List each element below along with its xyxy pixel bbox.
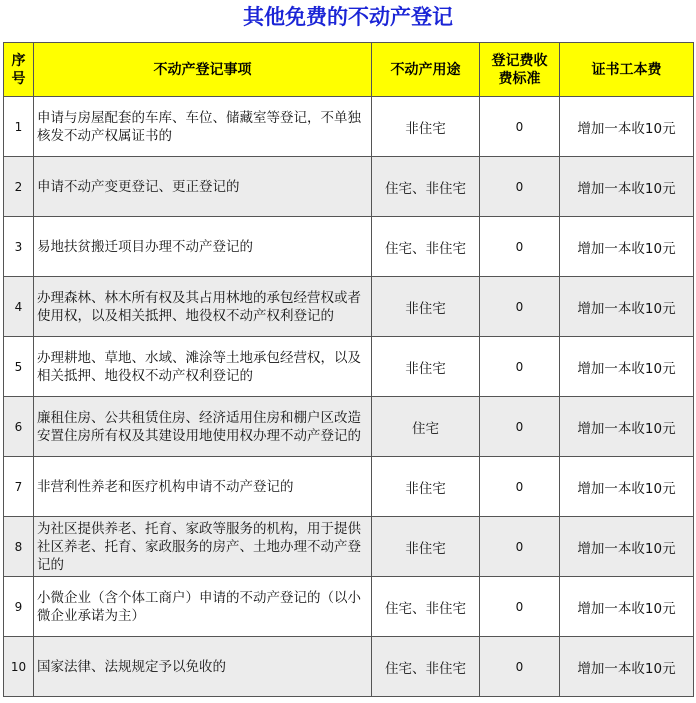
row-cert: 增加一本收10元 [560,397,694,457]
row-use: 住宅、非住宅 [372,217,480,277]
row-number: 2 [4,157,34,217]
row-fee: 0 [480,517,560,577]
row-cert: 增加一本收10元 [560,517,694,577]
row-fee: 0 [480,277,560,337]
table-row [4,637,694,697]
row-number: 9 [4,577,34,637]
table-row [4,277,694,337]
row-cert: 增加一本收10元 [560,637,694,697]
table-row [4,397,694,457]
row-fee: 0 [480,337,560,397]
row-number: 1 [4,97,34,157]
row-item: 申请与房屋配套的车库、车位、储藏室等登记，不单独核发不动产权属证书的 [34,97,372,157]
table-row [4,577,694,637]
row-use: 住宅、非住宅 [372,577,480,637]
table-row [4,517,694,577]
row-item: 非营利性养老和医疗机构申请不动产登记的 [34,457,372,517]
row-cert: 增加一本收10元 [560,217,694,277]
row-cert: 增加一本收10元 [560,97,694,157]
header-item: 不动产登记事项 [34,43,372,97]
row-use: 非住宅 [372,337,480,397]
row-use: 非住宅 [372,97,480,157]
row-use: 非住宅 [372,457,480,517]
header-no: 序号 [4,43,34,97]
table-row [4,97,694,157]
row-use: 住宅、非住宅 [372,637,480,697]
row-item: 申请不动产变更登记、更正登记的 [34,157,372,217]
row-item: 为社区提供养老、托育、家政等服务的机构，用于提供社区养老、托育、家政服务的房产、土地办理不动产登记的 [34,517,372,577]
header-fee: 登记费收费标准 [480,43,560,97]
table-row [4,337,694,397]
row-item: 易地扶贫搬迁项目办理不动产登记的 [34,217,372,277]
row-item: 办理森林、林木所有权及其占用林地的承包经营权或者使用权，以及相关抵押、地役权不动产权利登记的 [34,277,372,337]
row-number: 4 [4,277,34,337]
header-row [4,43,694,97]
row-use: 非住宅 [372,517,480,577]
row-item: 廉租住房、公共租赁住房、经济适用住房和棚户区改造安置住房所有权及其建设用地使用权办理不动产登记的 [34,397,372,457]
table-row [4,217,694,277]
fee-table [3,42,694,697]
row-use: 住宅 [372,397,480,457]
row-fee: 0 [480,157,560,217]
row-cert: 增加一本收10元 [560,577,694,637]
row-fee: 0 [480,97,560,157]
row-cert: 增加一本收10元 [560,457,694,517]
row-fee: 0 [480,637,560,697]
row-number: 5 [4,337,34,397]
row-item: 国家法律、法规规定予以免收的 [34,637,372,697]
row-item: 办理耕地、草地、水域、滩涂等土地承包经营权，以及相关抵押、地役权不动产权利登记的 [34,337,372,397]
row-number: 10 [4,637,34,697]
header-use: 不动产用途 [372,43,480,97]
row-number: 8 [4,517,34,577]
row-fee: 0 [480,397,560,457]
table-row [4,457,694,517]
row-number: 7 [4,457,34,517]
row-use: 非住宅 [372,277,480,337]
row-number: 3 [4,217,34,277]
row-cert: 增加一本收10元 [560,337,694,397]
row-number: 6 [4,397,34,457]
page-title: 其他免费的不动产登记 [243,4,453,29]
table-row [4,157,694,217]
row-fee: 0 [480,217,560,277]
row-item: 小微企业（含个体工商户）申请的不动产登记的（以小微企业承诺为主） [34,577,372,637]
row-use: 住宅、非住宅 [372,157,480,217]
row-fee: 0 [480,577,560,637]
header-cert: 证书工本费 [560,43,694,97]
row-cert: 增加一本收10元 [560,277,694,337]
row-cert: 增加一本收10元 [560,157,694,217]
row-fee: 0 [480,457,560,517]
